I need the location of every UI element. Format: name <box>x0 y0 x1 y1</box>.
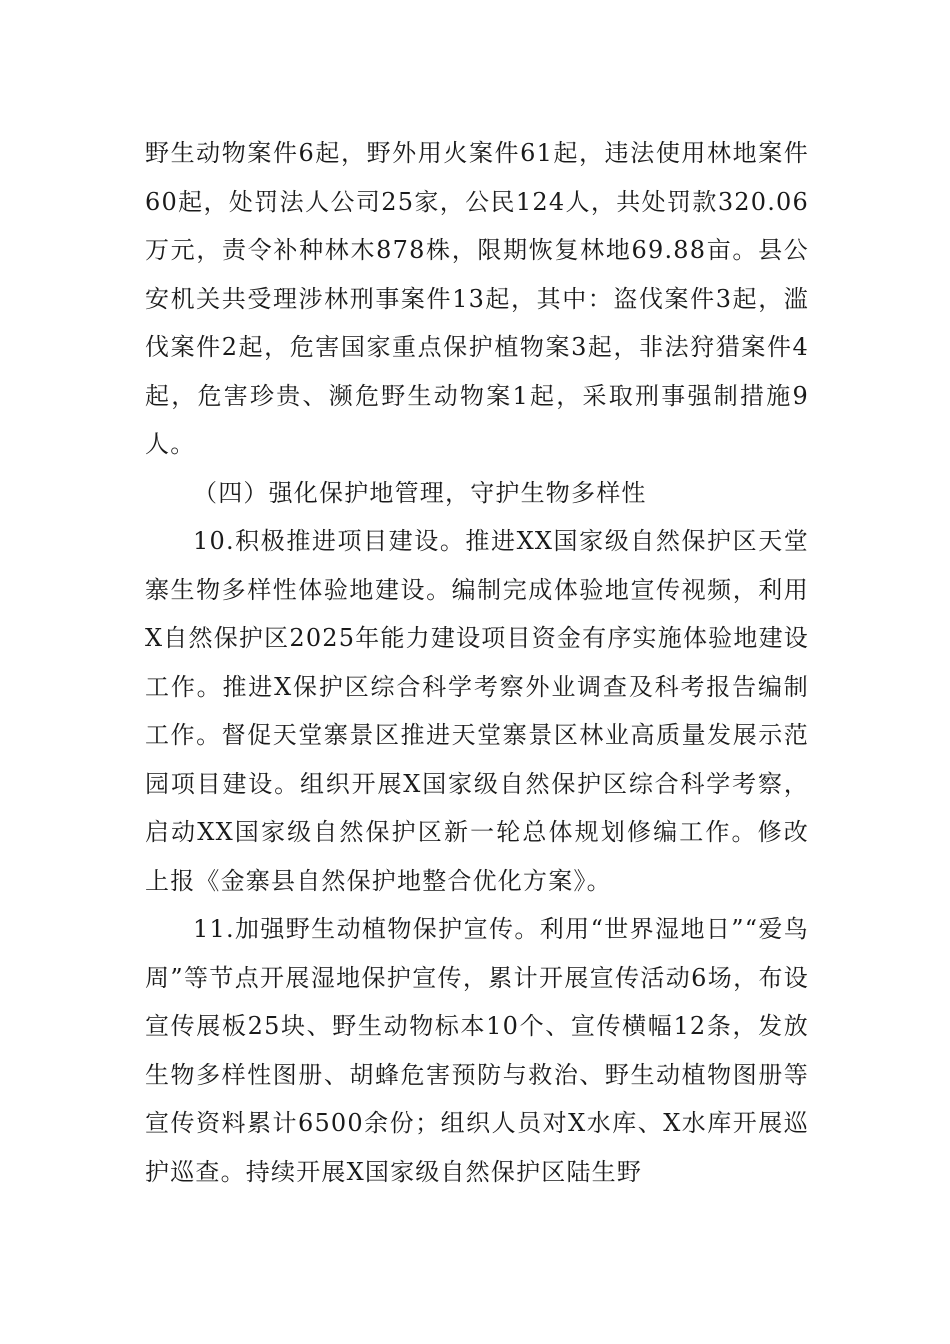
paragraph-item-10: 10.积极推进项目建设。推进XX国家级自然保护区天堂寨生物多样性体验地建设。编制完成体验地宣传视频，利用X自然保护区2025年能力建设项目资金有序实施体验地建设工作。推进X保护区综合科学考察外业调查及科考报告编制工作。督促天堂寨景区推进天堂寨景区林业高质量发展示范园项目建设。组织开展X国家级自然保护区综合科学考察，启动XX国家级自然保护区新一轮总体规划修编工作。修改上报《金寨县自然保护地整合优化方案》。 <box>145 527 809 895</box>
paragraph-item-11: 11.加强野生动植物保护宣传。利用“世界湿地日”“爱鸟周”等节点开展湿地保护宣传，累计开展宣传活动6场，布设宣传展板25块、野生动物标本10个、宣传横幅12条，发放生物多样性图册、胡蜂危害预防与救治、野生动植物图册等宣传资料累计6500余份；组织人员对X水库、X水库开展巡护巡查。持续开展X国家级自然保护区陆生野 <box>145 915 809 1186</box>
document-body <box>145 129 809 1196</box>
section-heading: （四）强化保护地管理，守护生物多样性 <box>193 478 647 507</box>
paragraph-continued: 野生动物案件6起，野外用火案件61起，违法使用林地案件60起，处罚法人公司25家，公民124人，共处罚款320.06万元，责令补种林木878株，限期恢复林地69.88亩。县公安机关共受理涉林刑事案件13起，其中：盗伐案件3起，滥伐案件2起，危害国家重点保护植物案3起，非法狩猎案件4起，危害珍贵、濒危野生动物案1起，采取刑事强制措施9人。 <box>145 139 809 458</box>
